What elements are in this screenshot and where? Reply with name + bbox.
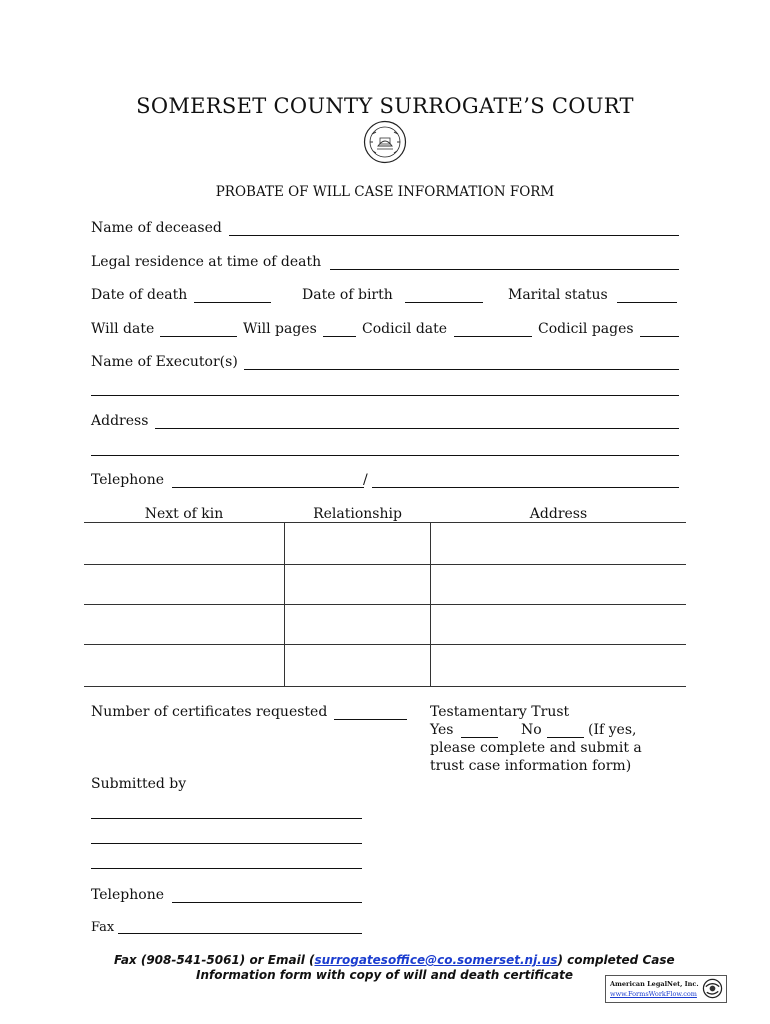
table-cell-address-3[interactable] bbox=[431, 605, 685, 643]
submitted-by-field-2[interactable] bbox=[91, 843, 362, 844]
will-pages-label: Will pages bbox=[243, 321, 317, 337]
marital-status-label: Marital status bbox=[508, 287, 608, 303]
trust-yes-label: Yes bbox=[430, 722, 454, 738]
submitter-telephone-label: Telephone bbox=[91, 887, 165, 903]
submitted-by-field-3[interactable] bbox=[91, 868, 362, 869]
column-header-next-of-kin: Next of kin bbox=[144, 506, 224, 522]
table-cell-relationship-3[interactable] bbox=[285, 605, 429, 643]
footer-prefix: Fax (908-541-5061) or Email ( bbox=[114, 953, 315, 967]
submitted-by-field-1[interactable] bbox=[91, 818, 362, 819]
date-of-birth-label: Date of birth bbox=[302, 287, 393, 303]
footer-line-2: Information form with copy of will and death certificate bbox=[196, 968, 573, 982]
table-cell-relationship-1[interactable] bbox=[285, 523, 429, 563]
submitted-by-label: Submitted by bbox=[91, 776, 187, 792]
will-date-field[interactable] bbox=[160, 336, 237, 337]
badge-url[interactable]: www.FormsWorkFlow.com bbox=[610, 990, 697, 998]
telephone-separator: / bbox=[363, 472, 368, 488]
trust-no-field[interactable] bbox=[547, 737, 584, 738]
trust-yes-field[interactable] bbox=[461, 737, 498, 738]
form-title: PROBATE OF WILL CASE INFORMATION FORM bbox=[215, 184, 555, 200]
submitter-telephone-field[interactable] bbox=[172, 902, 362, 903]
executors-field-line-2[interactable] bbox=[91, 395, 679, 396]
table-cell-address-4[interactable] bbox=[431, 645, 685, 685]
executors-label: Name of Executor(s) bbox=[91, 354, 238, 370]
will-pages-field[interactable] bbox=[323, 336, 356, 337]
county-seal-icon bbox=[363, 120, 407, 164]
trust-note-line-3: trust case information form) bbox=[430, 758, 632, 774]
codicil-date-label: Codicil date bbox=[362, 321, 448, 337]
certificates-label: Number of certificates requested bbox=[91, 704, 328, 720]
footer-line-1 bbox=[114, 953, 675, 967]
certificates-field[interactable] bbox=[334, 719, 407, 720]
codicil-date-field[interactable] bbox=[454, 336, 532, 337]
date-of-birth-field[interactable] bbox=[405, 302, 483, 303]
submitter-fax-label: Fax bbox=[91, 920, 115, 935]
name-of-deceased-field[interactable] bbox=[229, 235, 679, 236]
badge-company: American LegalNet, Inc. bbox=[610, 980, 699, 988]
submitter-fax-field[interactable] bbox=[118, 933, 362, 934]
court-title: SOMERSET COUNTY SURROGATE’S COURT bbox=[136, 94, 634, 118]
date-of-death-field[interactable] bbox=[194, 302, 271, 303]
telephone-field-1[interactable] bbox=[172, 487, 364, 488]
column-header-relationship: Relationship bbox=[313, 506, 402, 522]
legal-residence-label: Legal residence at time of death bbox=[91, 254, 322, 270]
address-field-line-2[interactable] bbox=[91, 455, 679, 456]
table-cell-kin-4[interactable] bbox=[85, 645, 283, 685]
codicil-pages-label: Codicil pages bbox=[538, 321, 634, 337]
date-of-death-label: Date of death bbox=[91, 287, 188, 303]
will-date-label: Will date bbox=[91, 321, 155, 337]
trust-note-line-1: (If yes, bbox=[588, 722, 637, 738]
table-rule bbox=[84, 686, 686, 687]
table-cell-kin-3[interactable] bbox=[85, 605, 283, 643]
telephone-label: Telephone bbox=[91, 472, 165, 488]
address-label: Address bbox=[91, 413, 149, 429]
codicil-pages-field[interactable] bbox=[640, 336, 679, 337]
marital-status-field[interactable] bbox=[617, 302, 677, 303]
column-header-address: Address bbox=[529, 506, 588, 522]
executors-field[interactable] bbox=[244, 369, 679, 370]
address-field[interactable] bbox=[155, 428, 679, 429]
footer-suffix: ) completed Case bbox=[557, 953, 675, 967]
globe-logo-icon bbox=[702, 978, 723, 999]
name-of-deceased-label: Name of deceased bbox=[91, 220, 222, 236]
table-cell-kin-1[interactable] bbox=[85, 523, 283, 563]
trust-no-label: No bbox=[521, 722, 542, 738]
trust-note-line-2: please complete and submit a bbox=[430, 740, 642, 756]
american-legalnet-badge[interactable] bbox=[605, 975, 727, 1003]
email-link[interactable]: surrogatesoffice@co.somerset.nj.us bbox=[314, 953, 558, 967]
table-cell-relationship-4[interactable] bbox=[285, 645, 429, 685]
table-cell-kin-2[interactable] bbox=[85, 565, 283, 603]
trust-heading: Testamentary Trust bbox=[430, 704, 570, 720]
legal-residence-field[interactable] bbox=[330, 269, 679, 270]
table-cell-address-2[interactable] bbox=[431, 565, 685, 603]
table-cell-relationship-2[interactable] bbox=[285, 565, 429, 603]
telephone-field-2[interactable] bbox=[372, 487, 679, 488]
table-cell-address-1[interactable] bbox=[431, 523, 685, 563]
